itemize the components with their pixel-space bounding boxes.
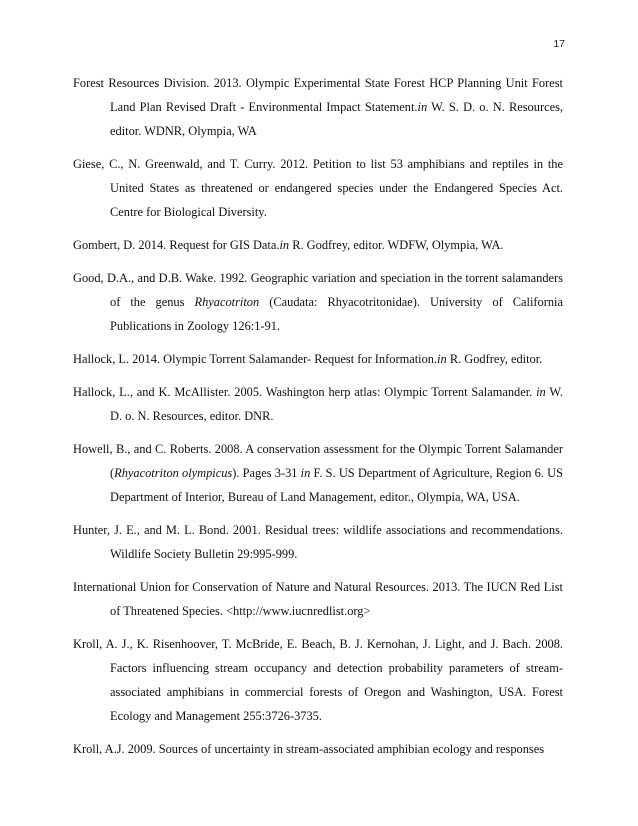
reference-entry (73, 737, 563, 761)
reference-text: W. D. o. N. Resources, editor. DNR. (110, 385, 563, 423)
reference-text: ). Pages 3-31 (232, 466, 301, 480)
reference-entry (73, 233, 563, 257)
reference-entry (73, 518, 563, 566)
reference-text: W. S. D. o. N. Resources, editor. WDNR, Olympia, WA (110, 100, 563, 138)
reference-italic-text: in (417, 100, 428, 114)
reference-italic-text: in (300, 466, 311, 480)
reference-text: F. S. US Department of Agriculture, Region 6. US Department of Interior, Bureau of Land Management, editor., Olympia, WA, USA. (110, 466, 563, 504)
reference-entry (73, 71, 563, 143)
reference-text: Kroll, A.J. 2009. Sources of uncertainty in stream-associated amphibian ecology and responses (73, 742, 545, 756)
reference-text: Howell, B., and C. Roberts. 2008. A conservation assessment for the Olympic Torrent Salamander ( (73, 442, 563, 480)
reference-entry (73, 152, 563, 224)
reference-text: Hallock, L. 2014. Olympic Torrent Salamander- Request for Information. (73, 352, 438, 366)
reference-text: (Caudata: Rhyacotritonidae). University of California Publications in Zoology 126:1-91. (110, 295, 563, 333)
reference-italic-text: in (536, 385, 546, 399)
reference-italic-text: Rhyacotriton olympicus (114, 466, 233, 480)
reference-entry (73, 632, 563, 728)
reference-text: Kroll, A. J., K. Risenhoover, T. McBride, E. Beach, B. J. Kernohan, J. Light, and J. Bach. 2008. Factors influencing stream occupancy and detection probability parameters of stream-associated amphibians in commercial forests of Oregon and Washington, USA. Forest Ecology and Management 255:3726-3735. (73, 637, 563, 723)
reference-entry (73, 380, 563, 428)
reference-italic-text: in (437, 352, 447, 366)
reference-entry (73, 437, 563, 509)
reference-text: R. Godfrey, editor. WDFW, Olympia, WA. (289, 238, 504, 252)
reference-italic-text: Rhyacotriton (194, 295, 260, 309)
page-number: 17 (553, 38, 565, 50)
reference-text: Hunter, J. E., and M. L. Bond. 2001. Residual trees: wildlife associations and recommendations. Wildlife Society Bulletin 29:995-999. (73, 523, 563, 561)
reference-text: International Union for Conservation of Nature and Natural Resources. 2013. The IUCN Red List of Threatened Species. <http://www.iucnredlist.org> (73, 580, 563, 618)
reference-italic-text: in (279, 238, 290, 252)
reference-text: Hallock, L., and K. McAllister. 2005. Washington herp atlas: Olympic Torrent Salamander. (73, 385, 537, 399)
reference-entry (73, 347, 563, 371)
reference-list (73, 71, 563, 770)
reference-text: R. Godfrey, editor. (446, 352, 543, 366)
reference-entry (73, 266, 563, 338)
reference-text: Gombert, D. 2014. Request for GIS Data. (73, 238, 280, 252)
reference-text: Giese, C., N. Greenwald, and T. Curry. 2012. Petition to list 53 amphibians and reptiles in the United States as threatened or endangered species under the Endangered Species Act. Centre for Biological Diversity. (73, 157, 563, 219)
reference-text: Forest Resources Division. 2013. Olympic Experimental State Forest HCP Planning Unit Forest Land Plan Revised Draft - Environmental Impact Statement. (73, 76, 563, 114)
reference-text: Good, D.A., and D.B. Wake. 1992. Geographic variation and speciation in the torrent salamanders of the genus (73, 271, 563, 309)
reference-entry (73, 575, 563, 623)
